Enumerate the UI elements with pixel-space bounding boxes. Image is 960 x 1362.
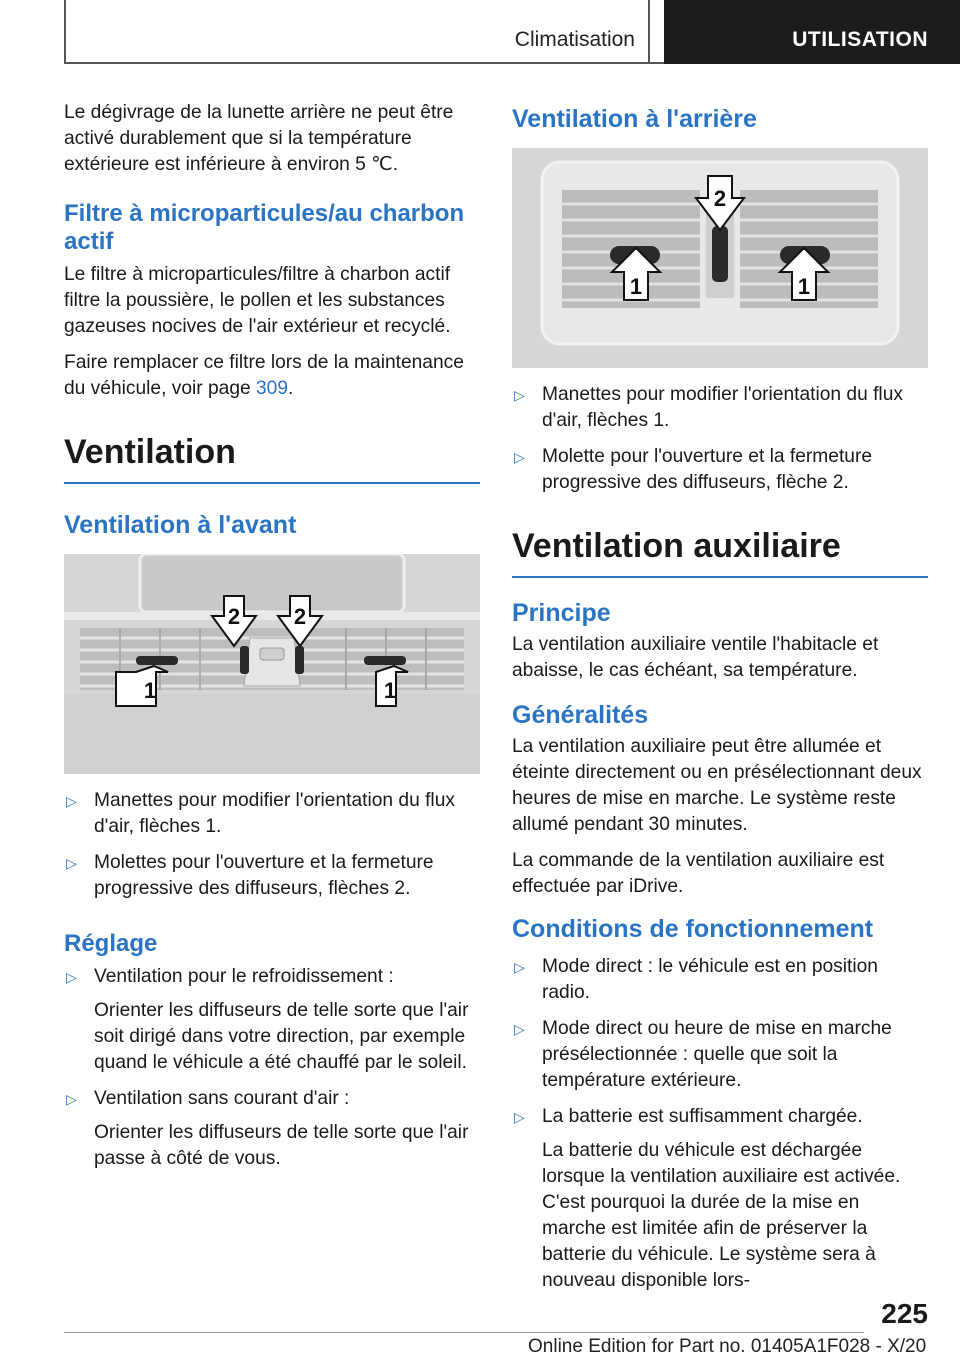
list-item-text: Molettes pour l'ouverture et la fermeture progressive des diffuseurs, flèches 2. [94, 852, 434, 899]
list-item-text: Manettes pour modifier l'orientation du flux d'air, flèches 1. [94, 790, 455, 837]
triangle-bullet-icon: ▷ [66, 793, 77, 809]
front-ventilation-heading: Ventilation à l'avant [64, 511, 297, 539]
page-reference-link[interactable]: 309 [256, 378, 289, 399]
reglage-list [64, 964, 480, 1172]
list-item-label: Mode direct : le véhicule est en position radio. [542, 956, 878, 1003]
filter-paragraph-1: Le filtre à microparticules/filtre à charbon actif filtre la poussière, le pollen et les substances gazeuses nocives de l'air extérieur et recyclé. [64, 264, 451, 337]
triangle-bullet-icon: ▷ [514, 449, 525, 465]
triangle-bullet-icon: ▷ [66, 969, 77, 985]
triangle-bullet-icon: ▷ [66, 855, 77, 871]
intro-paragraph: Le dégivrage de la lunette arrière ne peut être activé durablement que si la température extérieure est inférieure à environ 5 ℃. [64, 102, 454, 175]
triangle-bullet-icon: ▷ [66, 1091, 77, 1107]
left-column [64, 100, 480, 1182]
header-chapter-label: UTILISATION [792, 28, 928, 51]
list-item [512, 1104, 928, 1294]
list-item [512, 382, 928, 434]
list-item-detail: Orienter les diffuseurs de telle sorte que l'air passe à côté de vous. [94, 1122, 469, 1169]
list-item-detail: La batterie du véhicule est déchargée lorsque la ventilation auxiliaire est activée. C'est pourquoi la durée de la mise en marche est limitée afin de préserver la batterie du véhicule. Le système sera à nouveau disponible lors- [542, 1140, 901, 1291]
filter-paragraph-2-text: Faire remplacer ce filtre lors de la maintenance du véhicule, voir page [64, 352, 464, 399]
conditions-heading: Conditions de fonctionnement [512, 915, 874, 943]
header-rule-bottom [64, 62, 664, 64]
reglage-heading: Réglage [64, 930, 158, 957]
triangle-bullet-icon: ▷ [514, 387, 525, 403]
list-item-label: Ventilation sans courant d'air : [94, 1088, 350, 1109]
generalites-heading: Généralités [512, 701, 649, 729]
right-column [512, 100, 928, 1304]
list-item-label: Mode direct ou heure de mise en marche présélectionnée : quelle que soit la température extérieure. [542, 1018, 892, 1091]
header-section-title: Climatisation [514, 28, 635, 51]
list-item [64, 788, 480, 840]
rear-ventilation-list [512, 382, 928, 496]
ventilation-heading: Ventilation [64, 432, 480, 484]
front-fig-label-1a: 1 [143, 678, 157, 703]
list-item-text: Molette pour l'ouverture et la fermeture progressive des diffuseurs, flèche 2. [542, 446, 873, 493]
list-item [512, 954, 928, 1006]
principe-heading: Principe [512, 599, 611, 627]
aux-ventilation-heading: Ventilation auxiliaire [512, 526, 928, 578]
filter-paragraph-2-end: . [288, 378, 294, 399]
list-item-label: Ventilation pour le refroidissement : [94, 966, 394, 987]
front-fig-label-1b: 1 [383, 678, 397, 703]
list-item [64, 850, 480, 902]
footer-edition: Online Edition for Part no. 01405A1F028 - X/20 [528, 1336, 927, 1357]
header-rule-mid [648, 0, 650, 64]
triangle-bullet-icon: ▷ [514, 1021, 525, 1037]
list-item [512, 444, 928, 496]
rear-vents-illustration [512, 148, 928, 368]
list-item-text: Manettes pour modifier l'orientation du flux d'air, flèches 1. [542, 384, 903, 431]
filter-paragraph-2 [64, 350, 480, 402]
header-chapter-tab[interactable] [664, 0, 960, 64]
list-item-detail: Orienter les diffuseurs de telle sorte que l'air soit dirigé dans votre direction, par exemple quand le véhicule a été chauffé par le soleil. [94, 1000, 469, 1073]
filter-heading: Filtre à microparticules/au charbon actif [64, 200, 465, 255]
header-rule-left [64, 0, 66, 64]
page-number: 225 [881, 1298, 928, 1329]
rear-fig-label-1b: 1 [797, 274, 811, 299]
rear-fig-label-2: 2 [713, 186, 727, 211]
rear-fig-label-1a: 1 [629, 274, 643, 299]
generalites-paragraph-2: La commande de la ventilation auxiliaire est effectuée par iDrive. [512, 850, 885, 897]
triangle-bullet-icon: ▷ [514, 959, 525, 975]
front-vents-figure [64, 554, 480, 774]
list-item [64, 1086, 480, 1172]
conditions-list [512, 954, 928, 1294]
front-ventilation-list [64, 788, 480, 902]
triangle-bullet-icon: ▷ [514, 1109, 525, 1125]
rear-ventilation-heading: Ventilation à l'arrière [512, 105, 757, 133]
front-fig-label-2b: 2 [293, 604, 307, 629]
rear-vents-figure [512, 148, 928, 368]
list-item-label: La batterie est suffisamment chargée. [542, 1106, 863, 1127]
front-vents-illustration [64, 554, 480, 774]
front-fig-label-2a: 2 [227, 604, 241, 629]
list-item [512, 1016, 928, 1094]
list-item [64, 964, 480, 1076]
principe-paragraph: La ventilation auxiliaire ventile l'habitacle et abaisse, le cas échéant, sa température. [512, 634, 879, 681]
generalites-paragraph-1: La ventilation auxiliaire peut être allumée et éteinte directement ou en présélectionnant deux heures de mise en marche. Le système reste allumé pendant 30 minutes. [512, 736, 922, 835]
footer-rule [64, 1332, 864, 1333]
